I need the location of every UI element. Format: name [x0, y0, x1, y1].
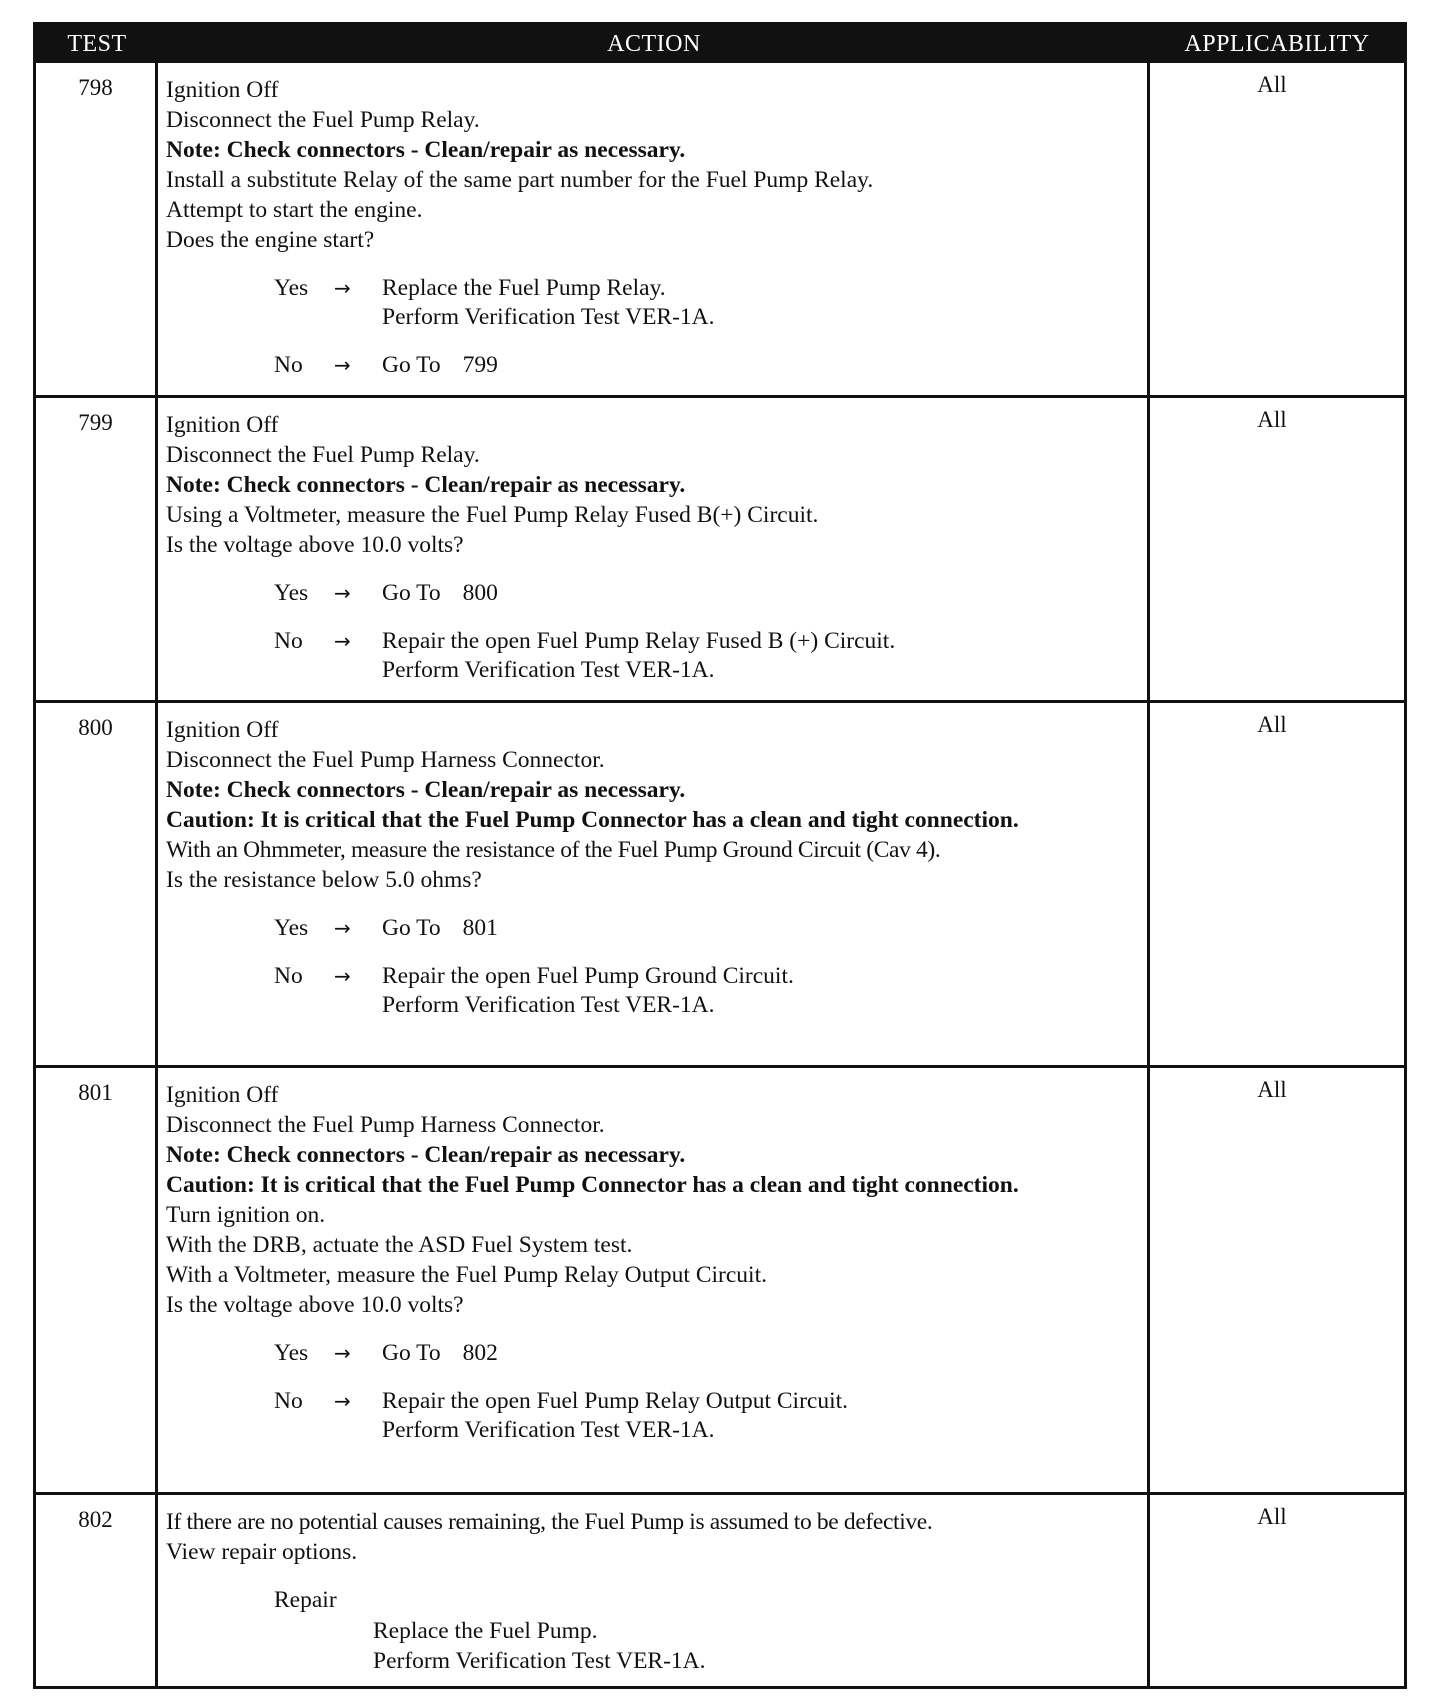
step-line: If there are no potential causes remaining, the Fuel Pump is assumed to be defective. [166, 1509, 933, 1535]
no-label: No [274, 352, 303, 378]
no-label: No [274, 628, 303, 654]
yes-answer [274, 1339, 1141, 1368]
note-line: Note: Check connectors - Clean/repair as necessary. [166, 472, 686, 498]
no-result [382, 627, 1141, 685]
goto-label: Go To [382, 915, 441, 941]
result-line: Perform Verification Test VER-1A. [373, 1648, 706, 1674]
result-line: Perform Verification Test VER-1A. [382, 992, 715, 1018]
header-action: ACTION [158, 25, 1150, 63]
arrow-right-icon: → [334, 964, 351, 988]
action-cell [158, 398, 1150, 703]
no-answer [274, 627, 1141, 685]
goto-link [382, 351, 1141, 380]
yes-result [382, 274, 1141, 332]
no-answer [274, 351, 1141, 380]
result-line: Repair the open Fuel Pump Relay Output Circuit. [382, 1388, 849, 1414]
yes-label: Yes [274, 275, 309, 301]
step-line: Disconnect the Fuel Pump Relay. [166, 442, 480, 468]
question-line: Is the voltage above 10.0 volts? [166, 1292, 464, 1318]
goto-number: 802 [462, 1340, 498, 1366]
repair-result [373, 1616, 1141, 1676]
step-line: Install a substitute Relay of the same part number for the Fuel Pump Relay. [166, 167, 874, 193]
action-cell [158, 63, 1150, 398]
yes-label: Yes [274, 1340, 309, 1366]
step-line: View repair options. [166, 1539, 358, 1565]
question-line: Does the engine start? [166, 227, 375, 253]
goto-label: Go To [382, 580, 441, 606]
yes-label: Yes [274, 580, 309, 606]
arrow-right-icon: → [334, 1389, 351, 1413]
caution-line: Caution: It is critical that the Fuel Pump Connector has a clean and tight connection. [166, 1172, 1019, 1198]
diagnostic-test-table [33, 22, 1407, 1689]
no-result [382, 1387, 1141, 1445]
caution-line: Caution: It is critical that the Fuel Pump Connector has a clean and tight connection. [166, 807, 1019, 833]
no-result [382, 962, 1141, 1020]
yes-answer [274, 274, 1141, 332]
step-line: Disconnect the Fuel Pump Harness Connector. [166, 747, 605, 773]
goto-number: 799 [462, 352, 498, 378]
arrow-right-icon: → [334, 629, 351, 653]
applicability-value: All [1150, 63, 1404, 398]
result-line: Replace the Fuel Pump Relay. [382, 275, 666, 301]
note-line: Note: Check connectors - Clean/repair as necessary. [166, 1142, 686, 1168]
step-line: Using a Voltmeter, measure the Fuel Pump Relay Fused B(+) Circuit. [166, 502, 819, 528]
goto-link [382, 579, 1141, 608]
yes-answer [274, 579, 1141, 608]
test-number: 800 [36, 703, 158, 1068]
arrow-right-icon: → [334, 581, 351, 605]
action-cell [158, 1495, 1150, 1686]
result-line: Perform Verification Test VER-1A. [382, 1417, 715, 1443]
arrow-right-icon: → [334, 1341, 351, 1365]
goto-link [382, 1339, 1141, 1368]
applicability-value: All [1150, 703, 1404, 1068]
step-line: Turn ignition on. [166, 1202, 326, 1228]
header-test: TEST [36, 25, 158, 63]
test-number: 801 [36, 1068, 158, 1495]
result-line: Repair the open Fuel Pump Relay Fused B (+) Circuit. [382, 628, 896, 654]
no-label: No [274, 1388, 303, 1414]
applicability-value: All [1150, 398, 1404, 703]
goto-label: Go To [382, 1340, 441, 1366]
result-line: Perform Verification Test VER-1A. [382, 304, 715, 330]
note-line: Note: Check connectors - Clean/repair as necessary. [166, 137, 686, 163]
header-applicability: APPLICABILITY [1150, 25, 1404, 63]
action-cell [158, 703, 1150, 1068]
result-line: Perform Verification Test VER-1A. [382, 657, 715, 683]
step-line: Attempt to start the engine. [166, 197, 423, 223]
arrow-right-icon: → [334, 916, 351, 940]
yes-answer [274, 914, 1141, 943]
no-answer [274, 1387, 1141, 1445]
step-line: With the DRB, actuate the ASD Fuel System test. [166, 1232, 633, 1258]
arrow-right-icon: → [334, 276, 351, 300]
result-line: Replace the Fuel Pump. [373, 1618, 598, 1644]
step-line: With a Voltmeter, measure the Fuel Pump Relay Output Circuit. [166, 1262, 767, 1288]
goto-number: 800 [462, 580, 498, 606]
arrow-right-icon: → [334, 353, 351, 377]
question-line: Is the voltage above 10.0 volts? [166, 532, 464, 558]
result-line: Repair the open Fuel Pump Ground Circuit. [382, 963, 794, 989]
action-cell [158, 1068, 1150, 1495]
test-number: 802 [36, 1495, 158, 1686]
applicability-value: All [1150, 1068, 1404, 1495]
step-line: Ignition Off [166, 77, 279, 103]
step-line: Disconnect the Fuel Pump Harness Connector. [166, 1112, 605, 1138]
applicability-value: All [1257, 1504, 1287, 1529]
no-answer [274, 962, 1141, 1020]
test-number: 799 [36, 398, 158, 703]
test-number: 798 [36, 63, 158, 398]
step-line: Ignition Off [166, 412, 279, 438]
no-label: No [274, 963, 303, 989]
note-line: Note: Check connectors - Clean/repair as necessary. [166, 777, 686, 803]
step-line: Disconnect the Fuel Pump Relay. [166, 107, 480, 133]
step-line: With an Ohmmeter, measure the resistance of the Fuel Pump Ground Circuit (Cav 4). [166, 837, 941, 863]
goto-link [382, 914, 1141, 943]
goto-label: Go To [382, 352, 441, 378]
yes-label: Yes [274, 915, 309, 941]
step-line: Ignition Off [166, 717, 279, 743]
goto-number: 801 [462, 915, 498, 941]
question-line: Is the resistance below 5.0 ohms? [166, 867, 482, 893]
repair-label: Repair [274, 1587, 337, 1613]
step-line: Ignition Off [166, 1082, 279, 1108]
